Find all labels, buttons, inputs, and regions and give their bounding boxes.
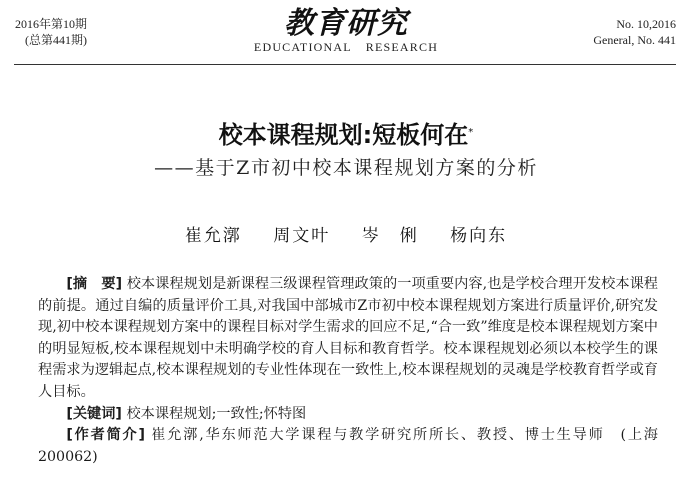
author-info-paragraph — [38, 425, 673, 468]
header-rule — [14, 64, 676, 65]
author-list — [0, 224, 692, 248]
issue-general-en: General, No. 441 — [593, 33, 676, 47]
keywords-paragraph — [38, 404, 658, 426]
journal-masthead — [0, 8, 692, 55]
author-info-label: [作者简介] — [66, 427, 145, 444]
author-name: 岑 俐 — [361, 226, 419, 246]
abstract-paragraph — [38, 274, 658, 404]
issue-total: (总第441期) — [25, 33, 87, 47]
author-name: 周文叶 — [273, 226, 331, 246]
issue-number: 2016年第10期 — [15, 17, 88, 31]
journal-logo: 教育研究 — [284, 6, 408, 41]
abstract-block — [38, 274, 673, 468]
journal-english-word-1: EDUCATIONAL — [253, 40, 352, 54]
keywords-label: [关键词] — [66, 405, 122, 422]
journal-english-word-2: RESEARCH — [365, 40, 439, 54]
author-info-text: 崔允漷,华东师范大学课程与教学研究所所长、教授、博士生导师 (上海 200062) — [38, 427, 673, 465]
issue-number-en: No. 10,2016 — [616, 17, 676, 31]
article-title-text: 校本课程规划:短板何在 — [218, 121, 469, 149]
article-title — [0, 120, 692, 150]
abstract-text: 校本课程规划是新课程三级课程管理政策的一项重要内容,也是学校合理开发校本课程的前提。通过自编的质量评价工具,对我国中部城市Z市初中校本课程规划方案进行质量评价,研究发现,初中校本课程规划方案中的课程目标对学生需求的回应不足,“合一致”维度是校本课程规划方案中的明显短板,校本课程规划中未明确学校的育人目标和教育哲学。校本课程规划必须以本校学生的课程需求为逻辑起点,校本课程规划的专业性体现在一致性上,校本课程规划的灵魂是学校教育哲学或育人目标。 — [38, 276, 658, 400]
author-name: 崔允漷 — [184, 226, 242, 246]
abstract-label: [摘 要] — [66, 276, 123, 292]
title-footnote-mark: * — [468, 127, 474, 138]
journal-english-name — [0, 40, 692, 55]
author-name: 杨向东 — [450, 226, 508, 246]
article-subtitle: ——基于Z市初中校本课程规划方案的分析 — [154, 157, 538, 179]
issue-info-en — [593, 16, 676, 48]
keywords-text: 校本课程规划;一致性;怀特图 — [126, 405, 307, 422]
